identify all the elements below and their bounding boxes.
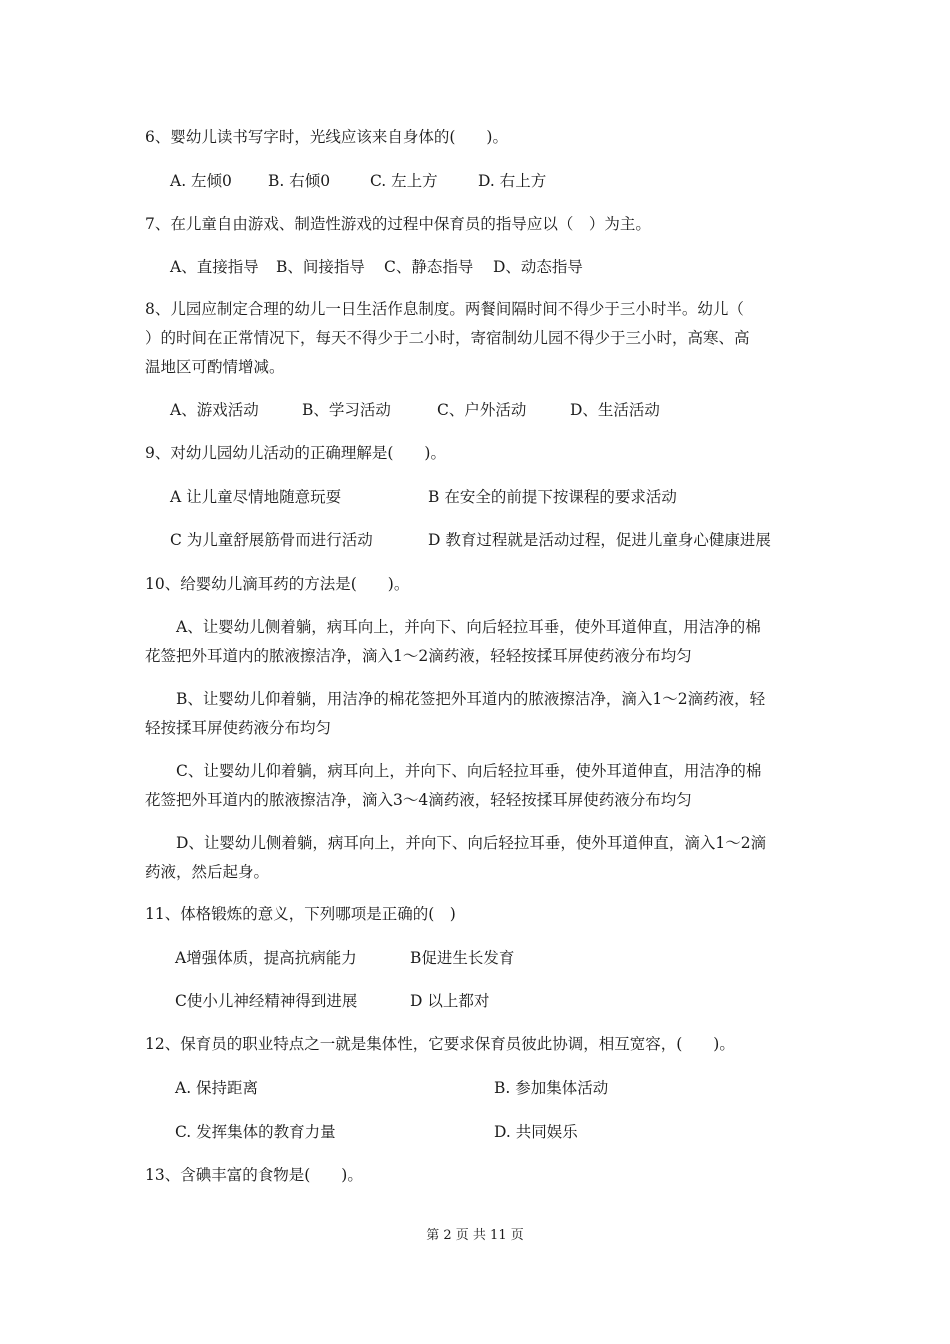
q10-option-c-line-1: C、让婴幼儿仰着躺，病耳向上，并向下、向后轻拉耳垂，使外耳道伸直，用洁净的棉 — [176, 762, 762, 780]
q10-option-d-line-1: D、让婴幼儿侧着躺，病耳向上，并向下、向后轻拉耳垂，使外耳道伸直，滴入1～2滴 — [176, 834, 767, 852]
q10-option-b-line-1: B、让婴幼儿仰着躺，用洁净的棉花签把外耳道内的脓液擦洁净，滴入1～2滴药液，轻 — [176, 690, 766, 708]
question-13: 13、含碘丰富的食物是( )。 — [145, 1166, 363, 1184]
q8-line-2: ）的时间在正常情况下，每天不得少于二小时，寄宿制幼儿园不得少于三小时，高寒、高 — [145, 329, 750, 347]
q10-option-a-line-1: A、让婴幼儿侧着躺，病耳向上，并向下、向后轻拉耳垂，使外耳道伸直，用洁净的棉 — [176, 618, 761, 636]
q12-option-a: A. 保持距离 — [175, 1079, 259, 1097]
q9-option-d: D 教育过程就是活动过程，促进儿童身心健康进展 — [428, 531, 771, 549]
q9-option-a: A 让儿童尽情地随意玩耍 — [170, 488, 342, 506]
q7-option-d: D、动态指导 — [493, 258, 583, 276]
question-9: 9、对幼儿园幼儿活动的正确理解是( )。 — [145, 444, 446, 462]
q8-line-3: 温地区可酌情增减。 — [145, 358, 285, 376]
page-footer: 第 2 页 共 11 页 — [426, 1228, 524, 1243]
q12-option-d: D. 共同娱乐 — [494, 1123, 578, 1141]
q11-option-d: D 以上都对 — [410, 992, 490, 1010]
q12-option-c: C. 发挥集体的教育力量 — [175, 1123, 336, 1141]
q6-option-b: B. 右倾0 — [268, 172, 331, 190]
q7-option-b: B、间接指导 — [276, 258, 365, 276]
question-7: 7、在儿童自由游戏、制造性游戏的过程中保育员的指导应以（ ）为主。 — [145, 215, 651, 233]
q6-option-c: C. 左上方 — [370, 172, 438, 190]
q10-option-d — [145, 829, 807, 887]
q8-option-d: D、生活活动 — [570, 401, 660, 419]
q6-option-a: A. 左倾0 — [170, 172, 232, 190]
q10-option-a-line-2: 花签把外耳道内的脓液擦洁净，滴入1～2滴药液，轻轻按揉耳屏使药液分布均匀 — [145, 647, 692, 665]
q6-option-d: D. 右上方 — [478, 172, 547, 190]
q11-option-b: B促进生长发育 — [410, 949, 515, 967]
q10-option-c — [145, 757, 807, 815]
q10-option-c-line-2: 花签把外耳道内的脓液擦洁净，滴入3～4滴药液，轻轻按揉耳屏使药液分布均匀 — [145, 791, 692, 809]
question-12: 12、保育员的职业特点之一就是集体性，它要求保育员彼此协调，相互宽容，( )。 — [145, 1035, 735, 1053]
q8-option-c: C、户外活动 — [437, 401, 527, 419]
q11-option-c: C使小儿神经精神得到进展 — [175, 992, 358, 1010]
q9-option-c: C 为儿童舒展筋骨而进行活动 — [170, 531, 373, 549]
q12-option-b: B. 参加集体活动 — [494, 1079, 609, 1097]
question-6: 6、婴幼儿读书写字时，光线应该来自身体的( )。 — [145, 128, 508, 146]
question-8 — [145, 295, 807, 382]
q7-option-a: A、直接指导 — [170, 258, 259, 276]
q10-option-b — [145, 685, 807, 743]
q10-option-b-line-2: 轻按揉耳屏使药液分布均匀 — [145, 719, 332, 737]
q9-option-b: B 在安全的前提下按课程的要求活动 — [428, 488, 677, 506]
q10-option-d-line-2: 药液，然后起身。 — [145, 863, 270, 881]
q8-option-a: A、游戏活动 — [170, 401, 259, 419]
question-11: 11、体格锻炼的意义，下列哪项是正确的( ) — [145, 905, 456, 923]
question-10: 10、给婴幼儿滴耳药的方法是( )。 — [145, 575, 410, 593]
q8-option-b: B、学习活动 — [302, 401, 391, 419]
q8-line-1: 8、儿园应制定合理的幼儿一日生活作息制度。两餐间隔时间不得少于三小时半。幼儿（ — [145, 300, 744, 318]
q7-option-c: C、静态指导 — [384, 258, 474, 276]
q10-option-a — [145, 613, 807, 671]
q11-option-a: A增强体质，提高抗病能力 — [175, 949, 357, 967]
